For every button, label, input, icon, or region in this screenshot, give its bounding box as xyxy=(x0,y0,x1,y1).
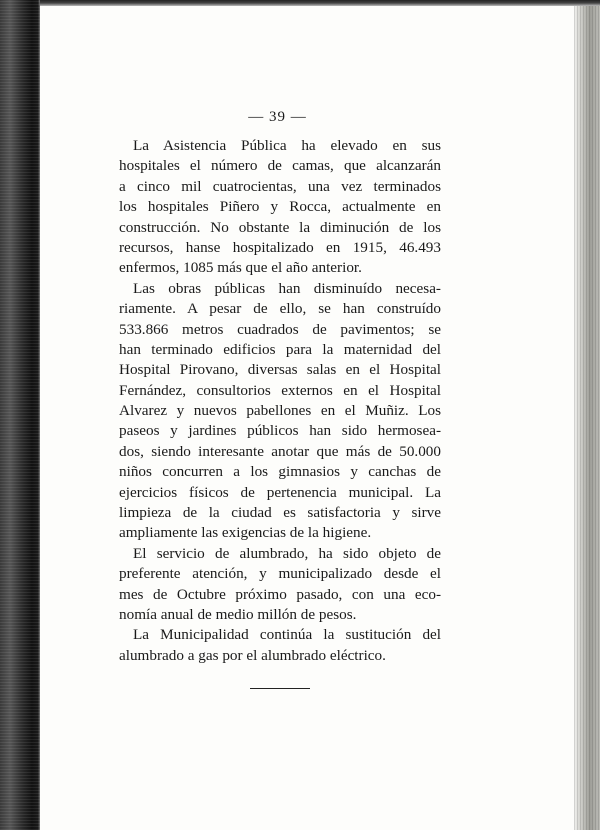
text-line: construcción. No obstante la diminución de los xyxy=(119,218,441,236)
paragraph xyxy=(119,136,441,279)
paragraph xyxy=(119,279,441,544)
scan-top-edge xyxy=(40,0,600,6)
page-number: — 39 — xyxy=(248,109,307,125)
text-line: han terminado edificios para la maternidad del xyxy=(119,340,441,358)
scan-page-edge xyxy=(574,0,600,830)
text-line: Las obras públicas han disminuído necesa- xyxy=(133,279,441,297)
text-line: preferente atención, y municipalizado desde el xyxy=(119,565,441,583)
end-rule xyxy=(250,688,310,689)
text-line: 533.866 metros cuadrados de pavimentos; se xyxy=(119,320,441,338)
text-line: alumbrado a gas por el alumbrado eléctrico. xyxy=(119,646,386,664)
text-line: La Asistencia Pública ha elevado en sus xyxy=(133,137,441,154)
text-line: nomía anual de medio millón de pesos. xyxy=(119,605,357,623)
text-line: niños concurren a los gimnasios y canchas de xyxy=(119,463,441,481)
text-line: mes de Octubre próximo pasado, con una eco- xyxy=(119,585,441,603)
text-line: ejercicios físicos de pertenencia municipal. La xyxy=(119,483,441,501)
text-line: Alvarez y nuevos pabellones en el Muñiz. Los xyxy=(119,402,441,420)
text-line: los hospitales Piñero y Rocca, actualmente en xyxy=(119,198,441,216)
paragraph xyxy=(119,625,441,666)
text-line: ampliamente las exigencias de la higiene. xyxy=(119,524,372,542)
text-line: a cinco mil cuatrocientas, una vez terminados xyxy=(119,177,441,195)
text-line: enfermos, 1085 más que el año anterior. xyxy=(119,259,362,277)
text-line: riamente. A pesar de ello, se han construído xyxy=(119,300,441,318)
text-line: limpieza de la ciudad es satisfactoria y sirve xyxy=(119,504,441,522)
text-line: Hospital Pirovano, diversas salas en el Hospital xyxy=(119,361,441,379)
text-line: dos, siendo interesante anotar que más de 50.000 xyxy=(119,442,441,460)
paragraph xyxy=(119,544,441,626)
text-line: La Municipalidad continúa la sustitución del xyxy=(133,626,441,644)
text-line: Fernández, consultorios externos en el Hospital xyxy=(119,381,441,399)
text-line: recursos, hanse hospitalizado en 1915, 46.493 xyxy=(119,238,441,256)
body-text xyxy=(119,136,441,666)
text-line: paseos y jardines públicos han sido hermosea- xyxy=(119,422,441,440)
text-line: hospitales el número de camas, que alcanzarán xyxy=(119,157,441,175)
text-line: El servicio de alumbrado, ha sido objeto de xyxy=(133,544,441,562)
